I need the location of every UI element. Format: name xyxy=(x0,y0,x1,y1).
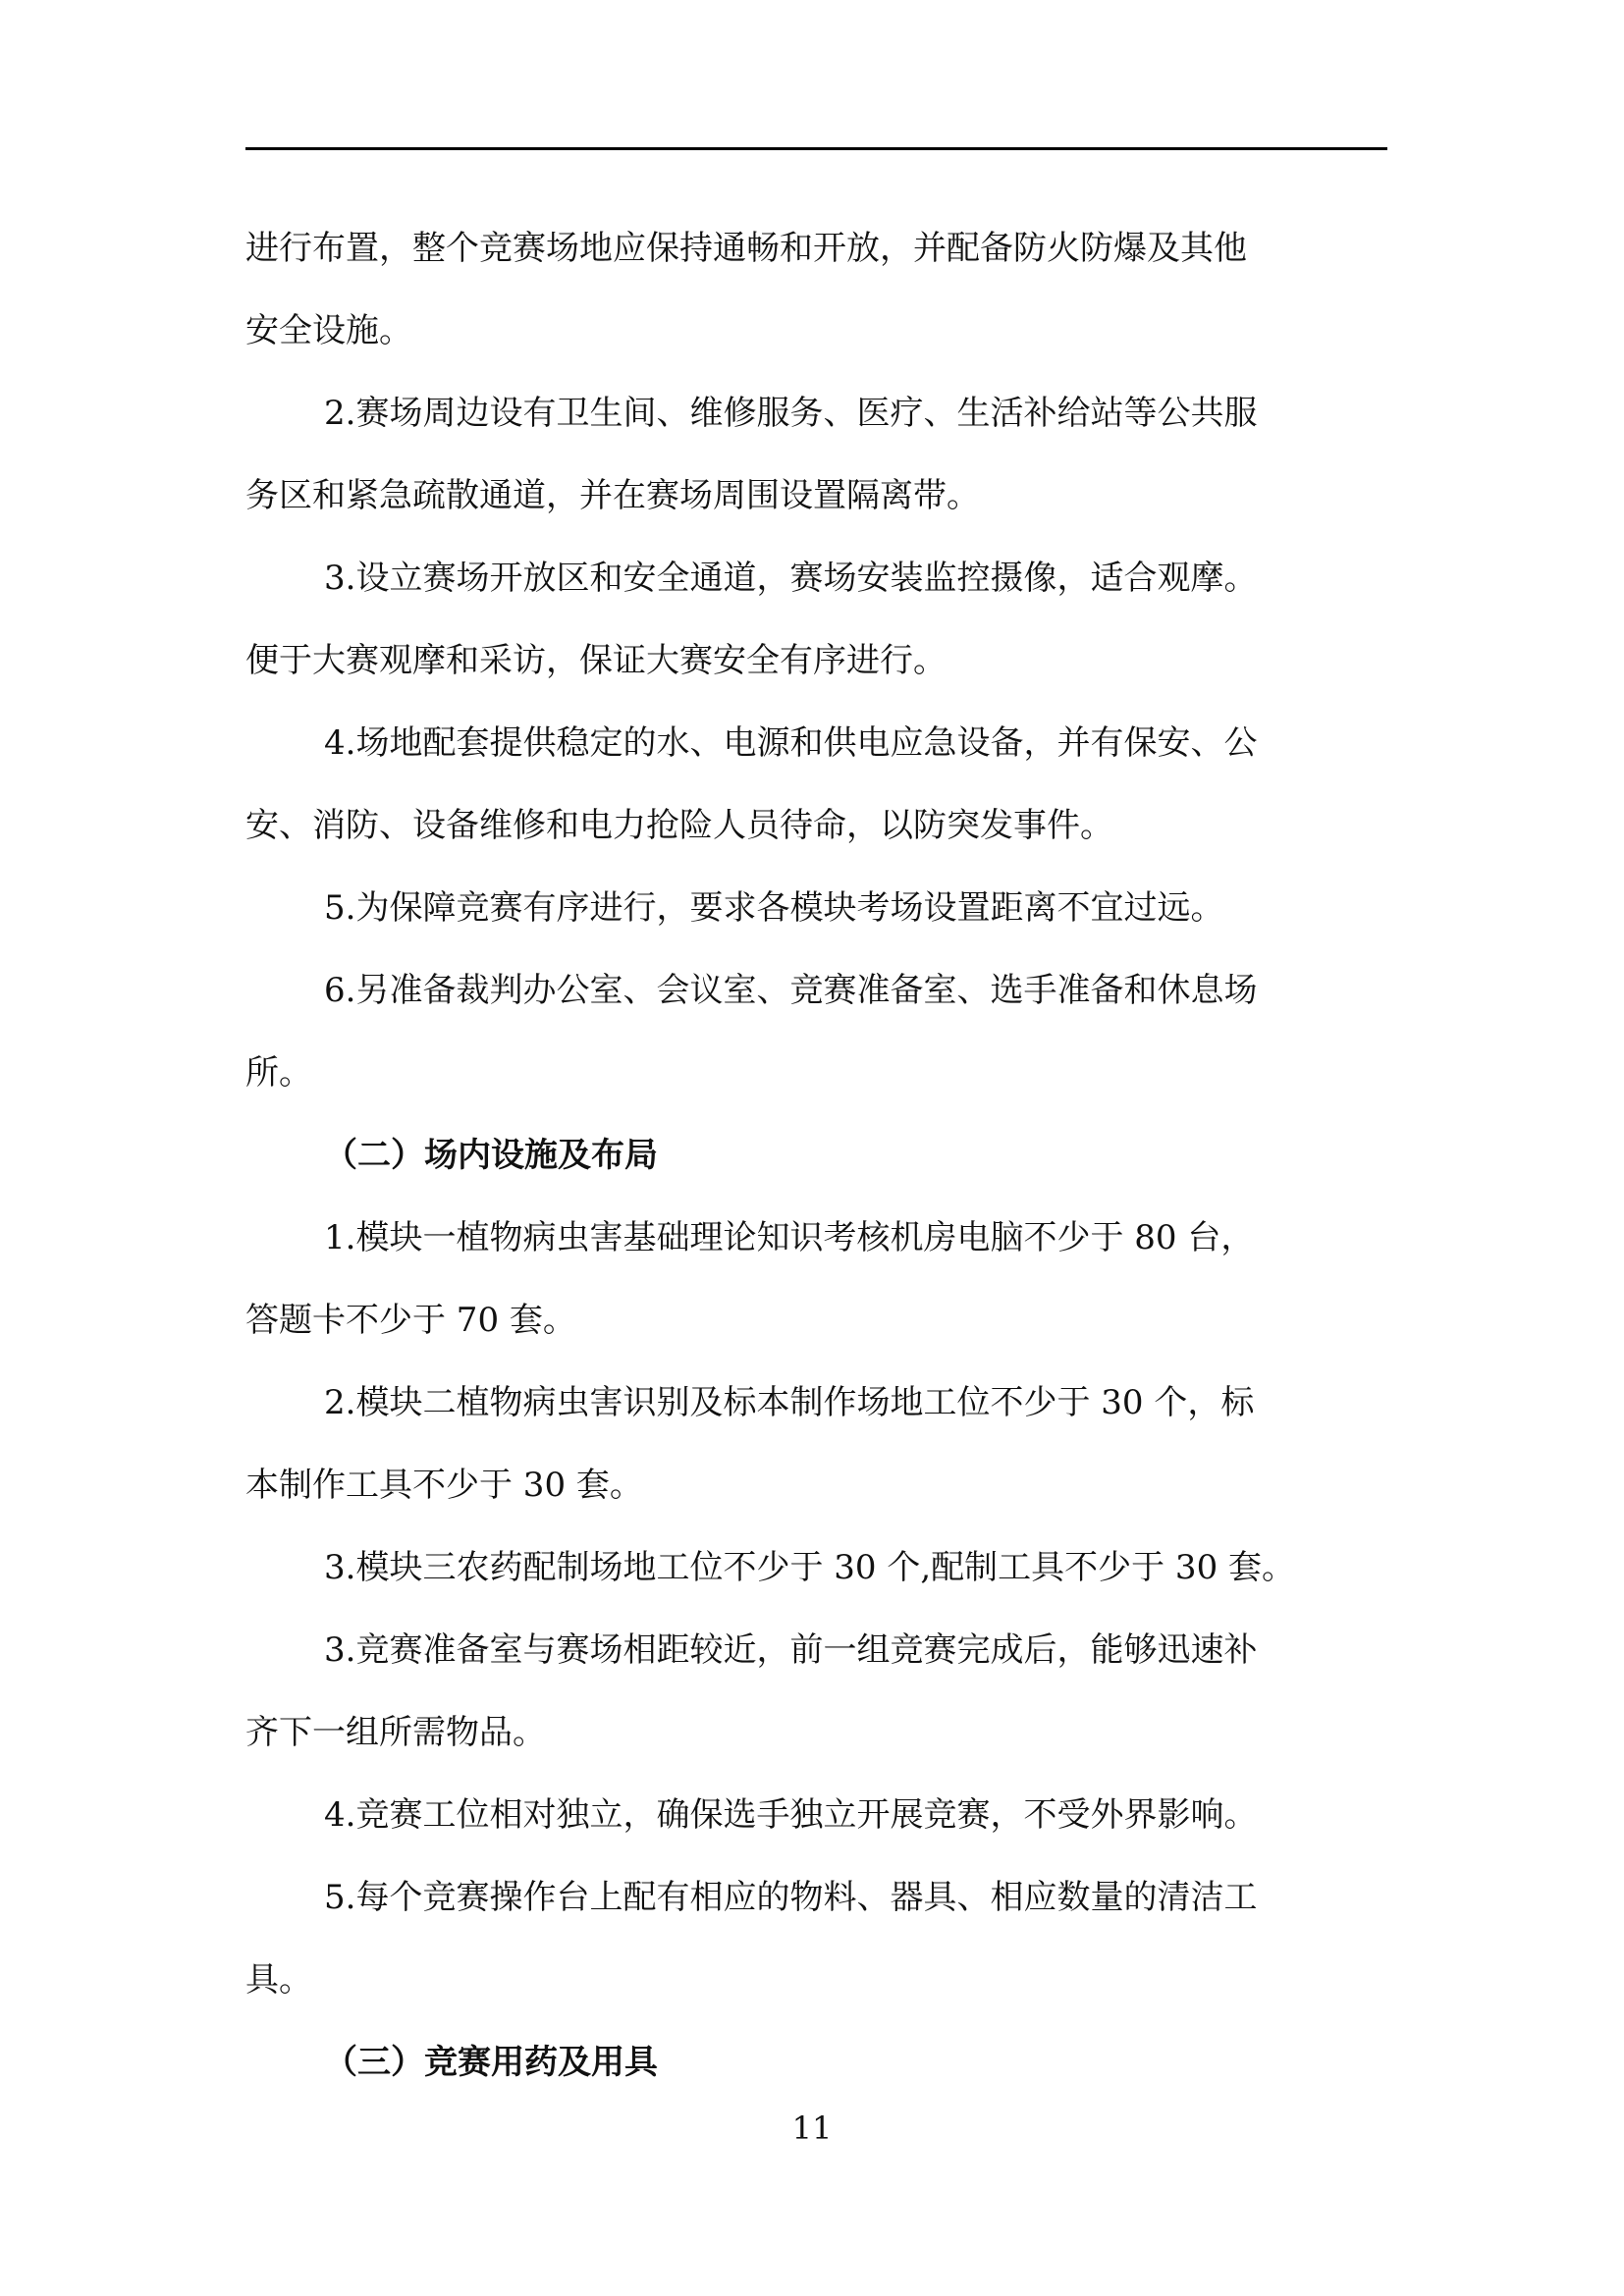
text-line: 安、消防、设备维修和电力抢险人员待命，以防突发事件。 xyxy=(245,806,1113,845)
text-line: 具。 xyxy=(245,1960,312,2000)
section-heading: （三）竞赛用药及用具 xyxy=(324,2043,658,2082)
section-heading: （二）场内设施及布局 xyxy=(324,1136,658,1175)
text-line: 3.竞赛准备室与赛场相距较近，前一组竞赛完成后，能够迅速补 xyxy=(324,1630,1258,1670)
header-rule xyxy=(245,147,1387,150)
text-line: 安全设施。 xyxy=(245,311,412,350)
text-line: 1.模块一植物病虫害基础理论知识考核机房电脑不少于 80 台， xyxy=(324,1218,1255,1257)
text-line: 2.模块二植物病虫害识别及标本制作场地工位不少于 30 个，标 xyxy=(324,1383,1255,1422)
text-line: 齐下一组所需物品。 xyxy=(245,1713,546,1752)
text-line: 进行布置，整个竞赛场地应保持通畅和开放，并配备防火防爆及其他 xyxy=(245,229,1247,268)
text-line: 务区和紧急疏散通道，并在赛场周围设置隔离带。 xyxy=(245,476,980,515)
text-line: 3.设立赛场开放区和安全通道，赛场安装监控摄像，适合观摩。 xyxy=(324,559,1258,598)
text-line: 3.模块三农药配制场地工位不少于 30 个,配制工具不少于 30 套。 xyxy=(324,1548,1296,1587)
text-line: 本制作工具不少于 30 套。 xyxy=(245,1466,643,1505)
text-line: 所。 xyxy=(245,1053,312,1093)
text-line: 5.为保障竞赛有序进行，要求各模块考场设置距离不宜过远。 xyxy=(324,888,1224,928)
page-number: 11 xyxy=(791,2109,833,2147)
text-line: 5.每个竞赛操作台上配有相应的物料、器具、相应数量的清洁工 xyxy=(324,1878,1258,1917)
text-line: 4.竞赛工位相对独立，确保选手独立开展竞赛，不受外界影响。 xyxy=(324,1795,1258,1835)
text-line: 2.赛场周边设有卫生间、维修服务、医疗、生活补给站等公共服 xyxy=(324,394,1258,433)
text-line: 便于大赛观摩和采访，保证大赛安全有序进行。 xyxy=(245,641,947,680)
text-line: 4.场地配套提供稳定的水、电源和供电应急设备，并有保安、公 xyxy=(324,723,1258,763)
text-line: 6.另准备裁判办公室、会议室、竞赛准备室、选手准备和休息场 xyxy=(324,971,1258,1010)
text-line: 答题卡不少于 70 套。 xyxy=(245,1301,576,1340)
